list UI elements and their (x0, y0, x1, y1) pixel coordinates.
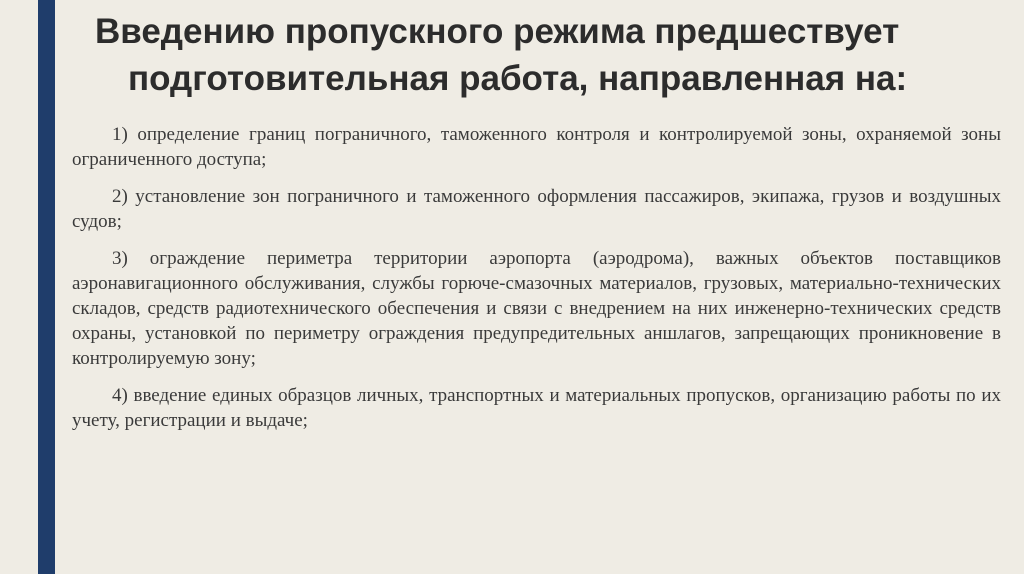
list-item-2: 2) установление зон пограничного и таможенного оформления пассажиров, экипажа, грузов и воздушных судов; (72, 186, 1001, 232)
slide-title-line-1: Введению пропускного режима предшествует (95, 12, 900, 51)
slide-title (95, 8, 995, 102)
left-accent-bar (38, 0, 55, 574)
list-item-3: 3) ограждение периметра территории аэропорта (аэродрома), важных объектов поставщиков аэронавигационного обслуживания, службы горюче-смазочных материалов, грузовых, материально-технических складов, средств радиотехнического обеспечения и связи с внедрением на них инженерно-технических средств охраны, установкой по периметру ограждения предупредительных аншлагов, запрещающих проникновение в контролируемую зону; (72, 248, 1001, 369)
slide-body (72, 122, 1001, 445)
list-item-1: 1) определение границ пограничного, таможенного контроля и контролируемой зоны, охраняемой зоны ограниченного доступа; (72, 124, 1001, 170)
slide-title-line-2: подготовительная работа, направленная на: (128, 59, 908, 98)
list-item-4: 4) введение единых образцов личных, транспортных и материальных пропусков, организацию работы по их учету, регистрации и выдаче; (72, 385, 1001, 431)
